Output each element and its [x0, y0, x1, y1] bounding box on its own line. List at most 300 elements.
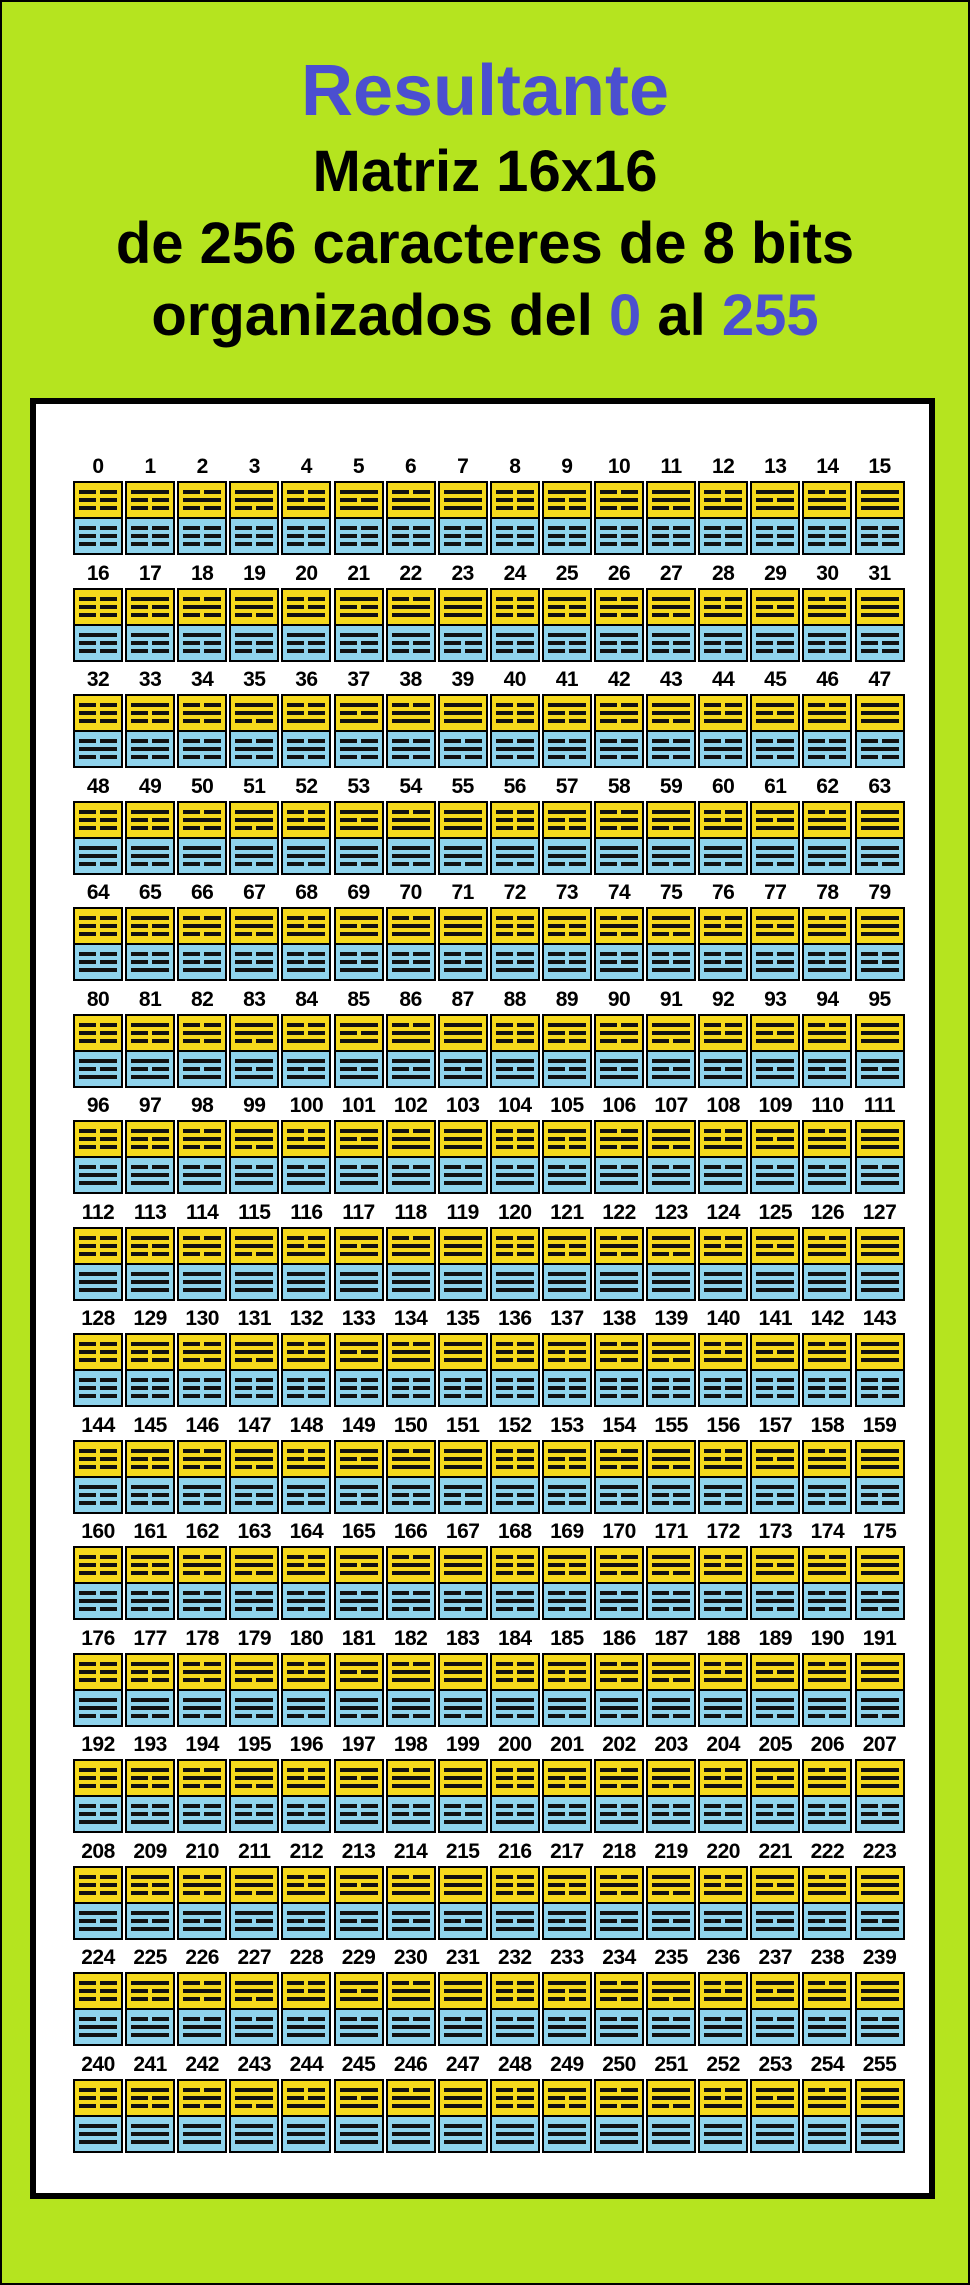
- broken-line: [704, 1067, 721, 1071]
- character-cell: [750, 870, 800, 965]
- broken-line: [517, 1555, 534, 1559]
- character-glyph: [177, 1546, 227, 1620]
- broken-line: [235, 1165, 252, 1169]
- broken-line: [235, 1386, 252, 1390]
- glyph-lower-half: [492, 1478, 538, 1512]
- solid-line: [496, 2124, 534, 2128]
- glyph-lower-half: [700, 1584, 746, 1618]
- solid-line: [287, 1181, 325, 1185]
- broken-line: [340, 1350, 357, 1354]
- character-cell: [229, 1616, 279, 1711]
- broken-line: [183, 613, 200, 617]
- glyph-lower-half: [283, 1371, 329, 1405]
- glyph-lower-half: [596, 732, 642, 766]
- broken-line: [704, 755, 721, 759]
- solid-line: [808, 2033, 846, 2037]
- character-number: 37: [347, 668, 370, 691]
- character-glyph: [542, 1546, 592, 1620]
- glyph-upper-half: [127, 1335, 173, 1369]
- broken-line: [340, 1670, 357, 1674]
- broken-line: [517, 1989, 534, 1993]
- character-number: 223: [862, 1839, 897, 1863]
- glyph-upper-half: [231, 1548, 277, 1582]
- solid-line: [704, 1272, 742, 1276]
- broken-line: [829, 542, 846, 546]
- solid-line: [444, 1449, 482, 1453]
- broken-line: [882, 534, 899, 538]
- broken-line: [517, 1465, 534, 1469]
- broken-line: [704, 1031, 721, 1035]
- solid-line: [756, 1891, 794, 1895]
- broken-line: [517, 1883, 534, 1887]
- solid-line: [183, 818, 221, 822]
- broken-line: [496, 597, 513, 601]
- broken-line: [548, 739, 565, 743]
- broken-line: [756, 1137, 773, 1141]
- character-number: 194: [185, 1733, 219, 1756]
- character-number: 104: [498, 1094, 532, 1117]
- broken-line: [829, 1023, 846, 1027]
- glyph-upper-half: [544, 1442, 590, 1476]
- broken-line: [808, 1981, 825, 1985]
- character-number: 45: [764, 668, 787, 691]
- broken-line: [131, 1989, 148, 1993]
- broken-line: [725, 1457, 742, 1461]
- glyph-upper-half: [596, 1442, 642, 1476]
- glyph-upper-half: [648, 1335, 694, 1369]
- broken-line: [287, 1768, 304, 1772]
- character-cell: [802, 977, 852, 1072]
- broken-line: [361, 818, 378, 822]
- glyph-lower-half: [75, 945, 121, 979]
- character-number: 65: [138, 881, 162, 904]
- solid-line: [131, 1820, 169, 1824]
- broken-line: [235, 641, 252, 645]
- broken-line: [569, 1571, 586, 1575]
- character-glyph: [281, 694, 331, 768]
- glyph-upper-half: [492, 1016, 538, 1050]
- broken-line: [600, 862, 617, 866]
- solid-line: [183, 1911, 221, 1915]
- broken-line: [725, 597, 742, 601]
- broken-line: [100, 1457, 117, 1461]
- solid-line: [131, 747, 169, 751]
- broken-line: [569, 1784, 586, 1788]
- glyph-upper-half: [857, 1016, 903, 1050]
- solid-line: [340, 826, 378, 830]
- solid-line: [287, 1706, 325, 1710]
- broken-line: [100, 1165, 117, 1169]
- broken-line: [756, 818, 773, 822]
- broken-line: [100, 498, 117, 502]
- character-glyph: [281, 1866, 331, 1940]
- broken-line: [100, 506, 117, 510]
- character-glyph: [229, 1440, 279, 1514]
- broken-line: [704, 1449, 721, 1453]
- broken-line: [152, 1776, 169, 1780]
- broken-line: [777, 526, 794, 530]
- character-glyph: [73, 1440, 123, 1514]
- character-cell: [386, 1190, 436, 1285]
- solid-line: [287, 2025, 325, 2029]
- broken-line: [79, 613, 96, 617]
- character-cell: [698, 657, 748, 752]
- broken-line: [100, 1129, 117, 1133]
- solid-line: [704, 1075, 742, 1079]
- solid-line: [808, 2140, 846, 2144]
- broken-line: [340, 1378, 357, 1382]
- broken-line: [465, 1812, 482, 1816]
- broken-line: [256, 1252, 273, 1256]
- broken-line: [621, 862, 638, 866]
- broken-line: [413, 1555, 430, 1559]
- character-cell: [855, 657, 905, 752]
- character-glyph: [490, 1546, 540, 1620]
- solid-line: [287, 1784, 325, 1788]
- broken-line: [673, 1714, 690, 1718]
- broken-line: [882, 1067, 899, 1071]
- broken-line: [204, 1378, 221, 1382]
- character-cell: [386, 764, 436, 859]
- broken-line: [517, 826, 534, 830]
- character-cell: [177, 1509, 227, 1604]
- broken-line: [673, 1252, 690, 1256]
- broken-line: [392, 862, 409, 866]
- broken-line: [131, 952, 148, 956]
- character-cell: [229, 977, 279, 1072]
- glyph-upper-half: [648, 2081, 694, 2115]
- broken-line: [287, 703, 304, 707]
- solid-line: [287, 2033, 325, 2037]
- broken-line: [652, 1165, 669, 1169]
- solid-line: [392, 2025, 430, 2029]
- character-number: 2: [196, 455, 208, 478]
- solid-line: [652, 1706, 690, 1710]
- glyph-lower-half: [440, 626, 486, 660]
- solid-line: [808, 1927, 846, 1931]
- broken-line: [235, 1919, 252, 1923]
- solid-line: [235, 1768, 273, 1772]
- broken-line: [79, 597, 96, 601]
- character-number: 174: [810, 1520, 845, 1543]
- solid-line: [652, 498, 690, 502]
- broken-line: [183, 1493, 200, 1497]
- solid-line: [131, 703, 169, 707]
- solid-line: [392, 2140, 430, 2144]
- broken-line: [256, 1067, 273, 1071]
- character-glyph: [281, 481, 331, 555]
- glyph-lower-half: [388, 732, 434, 766]
- broken-line: [152, 1358, 169, 1362]
- broken-line: [725, 952, 742, 956]
- character-glyph: [594, 1546, 644, 1620]
- broken-line: [152, 952, 169, 956]
- solid-line: [392, 1776, 430, 1780]
- solid-line: [600, 924, 638, 928]
- glyph-lower-half: [231, 732, 277, 766]
- glyph-upper-half: [648, 1016, 694, 1050]
- broken-line: [183, 1919, 200, 1923]
- character-number: 226: [185, 1946, 219, 1969]
- character-glyph: [542, 1014, 592, 1088]
- glyph-lower-half: [75, 1584, 121, 1618]
- broken-line: [569, 649, 586, 653]
- solid-line: [600, 2140, 638, 2144]
- broken-line: [704, 1023, 721, 1027]
- character-number: 150: [393, 1413, 428, 1437]
- glyph-upper-half: [440, 1229, 486, 1263]
- solid-line: [496, 747, 534, 751]
- character-glyph: [542, 1866, 592, 1940]
- broken-line: [829, 649, 846, 653]
- solid-line: [861, 1358, 899, 1362]
- solid-line: [340, 1129, 378, 1133]
- solid-line: [183, 2140, 221, 2144]
- broken-line: [100, 952, 117, 956]
- solid-line: [861, 506, 899, 510]
- solid-line: [652, 1173, 690, 1177]
- glyph-lower-half: [596, 1052, 642, 1086]
- character-glyph: [125, 1546, 175, 1620]
- broken-line: [517, 613, 534, 617]
- broken-line: [256, 534, 273, 538]
- broken-line: [496, 1252, 513, 1256]
- solid-line: [444, 1670, 482, 1674]
- broken-line: [496, 1493, 513, 1497]
- character-cell: [386, 2042, 436, 2137]
- broken-line: [652, 960, 669, 964]
- glyph-lower-half: [127, 1371, 173, 1405]
- broken-line: [183, 1394, 200, 1398]
- broken-line: [100, 818, 117, 822]
- solid-line: [444, 1768, 482, 1772]
- broken-line: [183, 597, 200, 601]
- solid-line: [756, 1181, 794, 1185]
- broken-line: [444, 1804, 461, 1808]
- broken-line: [777, 534, 794, 538]
- character-glyph: [125, 481, 175, 555]
- broken-line: [183, 1039, 200, 1043]
- broken-line: [413, 1449, 430, 1453]
- character-glyph: [750, 588, 800, 662]
- broken-line: [569, 2096, 586, 2100]
- broken-line: [600, 1607, 617, 1611]
- broken-line: [235, 719, 252, 723]
- broken-line: [548, 1394, 565, 1398]
- broken-line: [808, 534, 825, 538]
- glyph-lower-half: [127, 1052, 173, 1086]
- glyph-lower-half: [752, 2117, 798, 2151]
- glyph-lower-half: [283, 519, 329, 553]
- solid-line: [235, 818, 273, 822]
- glyph-lower-half: [804, 2117, 850, 2151]
- solid-line: [392, 1891, 430, 1895]
- character-glyph: [73, 1333, 123, 1407]
- broken-line: [183, 1768, 200, 1772]
- broken-line: [704, 1662, 721, 1666]
- character-glyph: [855, 1972, 905, 2046]
- glyph-lower-half: [179, 1371, 225, 1405]
- glyph-upper-half: [127, 1122, 173, 1156]
- solid-line: [444, 1465, 482, 1469]
- broken-line: [548, 1386, 565, 1390]
- broken-line: [392, 526, 409, 530]
- character-number: 111: [863, 1094, 896, 1117]
- character-cell: [646, 551, 696, 646]
- broken-line: [392, 960, 409, 964]
- glyph-upper-half: [440, 803, 486, 837]
- broken-line: [152, 1137, 169, 1141]
- character-number: 157: [758, 1413, 793, 1437]
- character-cell: [698, 764, 748, 859]
- broken-line: [600, 1449, 617, 1453]
- glyph-lower-half: [857, 2010, 903, 2044]
- character-cell: [334, 1722, 384, 1817]
- broken-line: [256, 1678, 273, 1682]
- glyph-upper-half: [75, 1974, 121, 2008]
- solid-line: [444, 1039, 482, 1043]
- broken-line: [548, 1804, 565, 1808]
- solid-line: [548, 968, 586, 972]
- character-number: 188: [706, 1626, 740, 1650]
- glyph-lower-half: [75, 839, 121, 873]
- broken-line: [496, 1607, 513, 1611]
- broken-line: [340, 739, 357, 743]
- broken-line: [652, 719, 669, 723]
- solid-line: [652, 1698, 690, 1702]
- character-cell: [646, 977, 696, 1072]
- glyph-upper-half: [544, 1016, 590, 1050]
- glyph-lower-half: [857, 839, 903, 873]
- glyph-lower-half: [752, 626, 798, 660]
- broken-line: [517, 641, 534, 645]
- character-cell: [177, 1722, 227, 1817]
- broken-line: [152, 1591, 169, 1595]
- character-cell: [334, 1296, 384, 1391]
- glyph-upper-half: [231, 909, 277, 943]
- broken-line: [777, 1457, 794, 1461]
- solid-line: [235, 1981, 273, 1985]
- solid-line: [235, 2096, 273, 2100]
- broken-line: [704, 1989, 721, 1993]
- broken-line: [287, 924, 304, 928]
- glyph-lower-half: [596, 1478, 642, 1512]
- character-number: 71: [451, 881, 474, 904]
- broken-line: [569, 952, 586, 956]
- solid-line: [340, 2088, 378, 2092]
- broken-line: [256, 506, 273, 510]
- character-cell: [698, 1296, 748, 1391]
- broken-line: [673, 1804, 690, 1808]
- solid-line: [600, 633, 638, 637]
- character-number: 140: [706, 1307, 740, 1330]
- character-number: 209: [133, 1839, 167, 1863]
- solid-line: [131, 1449, 169, 1453]
- character-cell: [594, 1616, 644, 1711]
- broken-line: [829, 960, 846, 964]
- solid-line: [392, 1820, 430, 1824]
- solid-line: [861, 1280, 899, 1284]
- character-cell: [73, 1296, 123, 1391]
- glyph-upper-half: [75, 2081, 121, 2115]
- broken-line: [829, 526, 846, 530]
- glyph-upper-half: [544, 1122, 590, 1156]
- broken-line: [235, 1252, 252, 1256]
- broken-line: [131, 613, 148, 617]
- character-cell: [438, 1722, 488, 1817]
- broken-line: [600, 2104, 617, 2108]
- broken-line: [256, 1919, 273, 1923]
- solid-line: [861, 1571, 899, 1575]
- glyph-upper-half: [492, 909, 538, 943]
- broken-line: [392, 641, 409, 645]
- character-glyph: [177, 2079, 227, 2153]
- broken-line: [756, 1493, 773, 1497]
- broken-line: [882, 1394, 899, 1398]
- broken-line: [413, 1662, 430, 1666]
- broken-line: [673, 1919, 690, 1923]
- broken-line: [361, 755, 378, 759]
- glyph-lower-half: [336, 2010, 382, 2044]
- broken-line: [361, 2096, 378, 2100]
- character-cell: [125, 1403, 175, 1498]
- broken-line: [204, 739, 221, 743]
- broken-line: [496, 506, 513, 510]
- broken-line: [829, 1449, 846, 1453]
- broken-line: [517, 2104, 534, 2108]
- broken-line: [673, 1394, 690, 1398]
- solid-line: [704, 1485, 742, 1489]
- solid-line: [287, 854, 325, 858]
- solid-line: [235, 854, 273, 858]
- broken-line: [79, 1812, 96, 1816]
- glyph-upper-half: [596, 483, 642, 517]
- character-number: 74: [607, 881, 631, 904]
- broken-line: [829, 1394, 846, 1398]
- solid-line: [79, 1927, 117, 1931]
- broken-line: [183, 1358, 200, 1362]
- broken-line: [829, 2088, 846, 2092]
- character-cell: [73, 551, 123, 646]
- solid-line: [808, 719, 846, 723]
- solid-line: [392, 605, 430, 609]
- character-glyph: [855, 1120, 905, 1194]
- character-cell: [646, 1403, 696, 1498]
- character-number: 208: [81, 1839, 115, 1863]
- broken-line: [256, 739, 273, 743]
- solid-line: [496, 1280, 534, 1284]
- character-glyph: [750, 2079, 800, 2153]
- broken-line: [100, 1244, 117, 1248]
- broken-line: [725, 2088, 742, 2092]
- broken-line: [79, 1129, 96, 1133]
- solid-line: [808, 826, 846, 830]
- broken-line: [152, 1394, 169, 1398]
- broken-line: [808, 526, 825, 530]
- broken-line: [600, 1591, 617, 1595]
- solid-line: [392, 2124, 430, 2128]
- glyph-lower-half: [857, 2117, 903, 2151]
- glyph-lower-half: [857, 1478, 903, 1512]
- character-cell: [177, 1083, 227, 1178]
- character-cell: [73, 977, 123, 1072]
- broken-line: [829, 1804, 846, 1808]
- broken-line: [673, 2104, 690, 2108]
- broken-line: [100, 862, 117, 866]
- broken-line: [496, 498, 513, 502]
- character-glyph: [386, 1972, 436, 2046]
- broken-line: [652, 1039, 669, 1043]
